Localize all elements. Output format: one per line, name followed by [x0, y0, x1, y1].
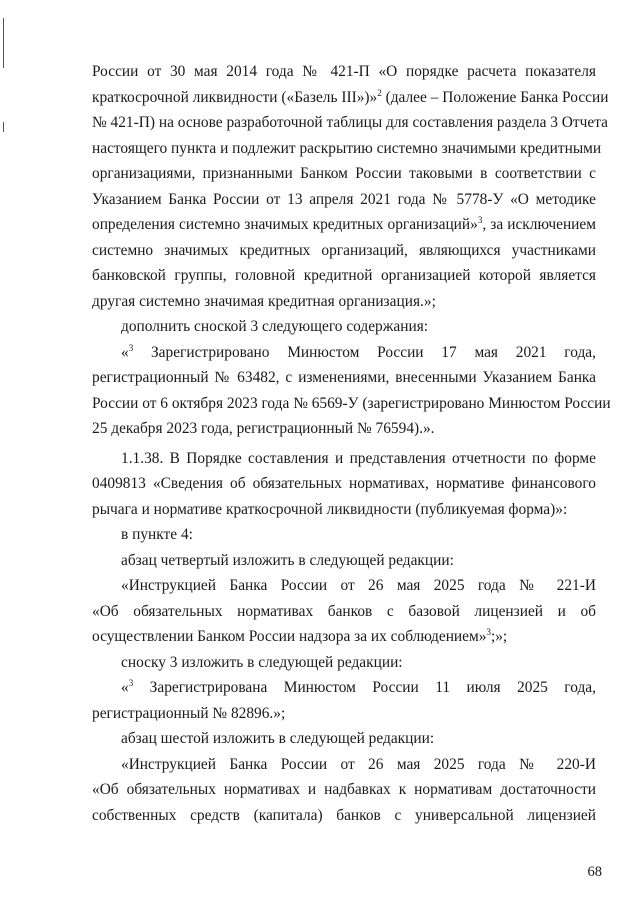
text-line: «Об обязательных нормативах банков с базовой лицензией и об: [92, 602, 596, 620]
text-line: системно значимых кредитных организаций, являющихся участниками: [92, 241, 596, 259]
text-line: регистрационный № 82896.»;: [92, 704, 286, 722]
text-line: абзац четвертый изложить в следующей редакции:: [121, 551, 454, 569]
text-line: в пункте 4:: [121, 526, 193, 543]
text-line: абзац шестой изложить в следующей редакции:: [121, 730, 435, 747]
text-line: регистрационный № 63482, с изменениями, внесенными Указанием Банка: [92, 369, 596, 386]
text-line: осуществлении Банком России надзора за их соблюдением»$^3$;»;: [92, 627, 508, 645]
text-line: 1.1.38. В Порядке составления и представления отчетности по форме: [121, 449, 596, 467]
text-line: «Инструкцией Банка России от 26 мая 2025 года № 220-И: [121, 755, 596, 773]
text-line: краткосрочной ликвидности («Базель III»)»$^2$ (далее – Положение Банка России: [92, 87, 609, 106]
text-line: настоящего пункта и подлежит раскрытию системно значимыми кредитными: [92, 139, 602, 157]
text-line: № 421-П) на основе разработочной таблицы для составления раздела 3 Отчета: [92, 114, 608, 131]
text-line: России от 6 октября 2023 года № 6569-У (зарегистрировано Минюстом России: [92, 394, 611, 412]
text-line: «$^3$ Зарегистрировано Минюстом России 17 мая 2021 года,: [121, 342, 596, 361]
text-line: банковской группы, головной кредитной организацией которой является: [92, 267, 596, 284]
text-line: «Об обязательных нормативах и надбавках к нормативам достаточности: [92, 781, 596, 798]
text-line: сноску 3 изложить в следующей редакции:: [121, 653, 403, 671]
text-line: «$^3$ Зарегистрирована Минюстом России 11 июля 2025 года,: [121, 678, 596, 696]
text-line: дополнить сноской 3 следующего содержания:: [121, 318, 429, 335]
text-line: рычага и нормативе краткосрочной ликвидности (публикуемая форма)»:: [92, 500, 568, 518]
text-line: определения системно значимых кредитных организаций»$^3$, за исключением: [92, 215, 596, 233]
text-line: организациями, признанными Банком России таковыми в соответствии с: [92, 165, 596, 182]
text-line: России от 30 мая 2014 года № 421-П «О порядке расчета показателя: [92, 63, 596, 80]
text-line: собственных средств (капитала) банков с универсальной лицензией: [92, 806, 596, 824]
margin-scan-mark: [3, 122, 4, 132]
margin-scan-mark: [3, 18, 4, 68]
text-line: «Инструкцией Банка России от 26 мая 2025 года № 221-И: [121, 577, 596, 594]
text-line: Указанием Банка России от 13 апреля 2021 года № 5778-У «О методике: [92, 190, 596, 208]
text-line: 0409813 «Сведения об обязательных нормативах, нормативе финансового: [92, 475, 596, 492]
page-number: 68: [587, 864, 602, 880]
body-text: [92, 59, 611, 828]
text-line: другая системно значимая кредитная организация.»;: [92, 292, 436, 310]
text-line: 25 декабря 2023 года, регистрационный № 76594).».: [92, 420, 435, 437]
